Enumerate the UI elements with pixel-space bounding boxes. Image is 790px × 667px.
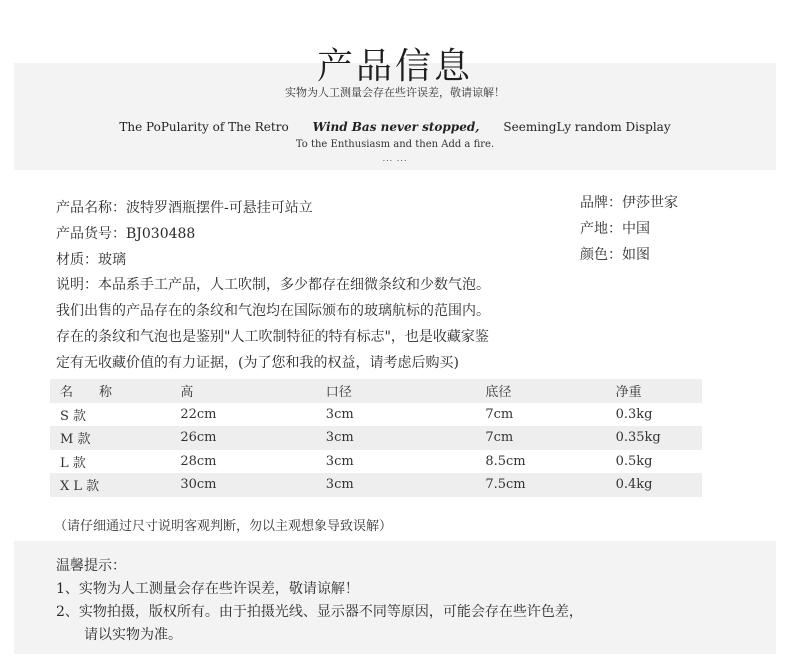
description-line: 存在的条纹和气泡也是鉴别"人工吹制特征的特有标志"，也是收藏家鉴 xyxy=(56,329,489,345)
cell-net-weight: 0.5kg xyxy=(592,450,702,474)
product-info-left xyxy=(56,195,313,273)
measurement-notice: 实物为人工测量会存在些许误差，敬请谅解！ xyxy=(285,86,505,99)
product-sku: 产品货号：BJ030488 xyxy=(56,226,196,242)
cell-height: 30cm xyxy=(154,473,269,497)
product-brand: 品牌：伊莎世家 xyxy=(580,195,678,211)
cell-base-diameter: 7cm xyxy=(431,403,591,427)
cell-net-weight: 0.35kg xyxy=(592,426,702,450)
product-color: 颜色：如图 xyxy=(580,247,650,263)
tips-box xyxy=(14,541,776,654)
product-name: 产品名称：波特罗酒瓶摆件-可悬挂可站立 xyxy=(56,200,313,216)
size-note: （请仔细通过尺寸说明客观判断，勿以主观想象导致误解） xyxy=(54,519,393,534)
cell-base-diameter: 7cm xyxy=(431,426,591,450)
cell-mouth-diameter: 3cm xyxy=(270,473,432,497)
slogan-left: The PoPularity of The Retro xyxy=(119,120,289,134)
slogan xyxy=(14,120,776,134)
cell-height: 22cm xyxy=(154,403,269,427)
tips-item: 2、实物拍摄，版权所有。由于拍摄光线、显示器不同等原因，可能会存在些许色差， xyxy=(56,604,583,620)
cell-net-weight: 0.4kg xyxy=(592,473,702,497)
product-description xyxy=(56,272,696,376)
slogan-right: SeemingLy random Display xyxy=(503,120,671,134)
description-line: 定有无收藏价值的有力证据，(为了您和我的权益，请考虑后购买) xyxy=(56,355,459,371)
cell-base-diameter: 8.5cm xyxy=(431,450,591,474)
cell-height: 28cm xyxy=(154,450,269,474)
cell-mouth-diameter: 3cm xyxy=(270,403,432,427)
tips-item-continued: 请以实物为准。 xyxy=(84,627,182,643)
header-base-diameter: 底径 xyxy=(431,379,591,403)
spec-table-header xyxy=(50,379,702,403)
cell-name: M 款 xyxy=(50,426,154,450)
cell-name: S 款 xyxy=(50,403,154,427)
table-row xyxy=(50,450,702,474)
table-row xyxy=(50,473,702,497)
table-row xyxy=(50,403,702,427)
spec-table xyxy=(50,379,702,497)
slogan-dots: ... ... xyxy=(382,154,408,163)
product-material: 材质：玻璃 xyxy=(56,252,126,268)
cell-name: X L 款 xyxy=(50,473,154,497)
tips-title: 温馨提示： xyxy=(56,558,126,574)
slogan-sub: To the Enthusiasm and then Add a fire. xyxy=(295,139,495,150)
product-info-right xyxy=(580,190,678,268)
description-line: 我们出售的产品存在的条纹和气泡均在国际颁布的玻璃航标的范围内。 xyxy=(56,303,490,319)
cell-height: 26cm xyxy=(154,426,269,450)
cell-mouth-diameter: 3cm xyxy=(270,450,432,474)
header-net-weight: 净重 xyxy=(592,379,702,403)
cell-net-weight: 0.3kg xyxy=(592,403,702,427)
page-title: 产品信息 xyxy=(316,46,473,87)
cell-name: L 款 xyxy=(50,450,154,474)
cell-base-diameter: 7.5cm xyxy=(431,473,591,497)
header-mouth-diameter: 口径 xyxy=(270,379,432,403)
tips-item: 1、实物为人工测量会存在些许误差，敬请谅解！ xyxy=(56,581,359,597)
description-line: 说明：本品系手工产品，人工吹制，多少都存在细微条纹和少数气泡。 xyxy=(56,277,490,293)
table-row xyxy=(50,426,702,450)
header-height: 高 xyxy=(154,379,269,403)
header-name: 名 称 xyxy=(50,379,154,403)
cell-mouth-diameter: 3cm xyxy=(270,426,432,450)
product-origin: 产地：中国 xyxy=(580,221,650,237)
slogan-mid: Wind Bas never stopped, xyxy=(312,120,480,134)
